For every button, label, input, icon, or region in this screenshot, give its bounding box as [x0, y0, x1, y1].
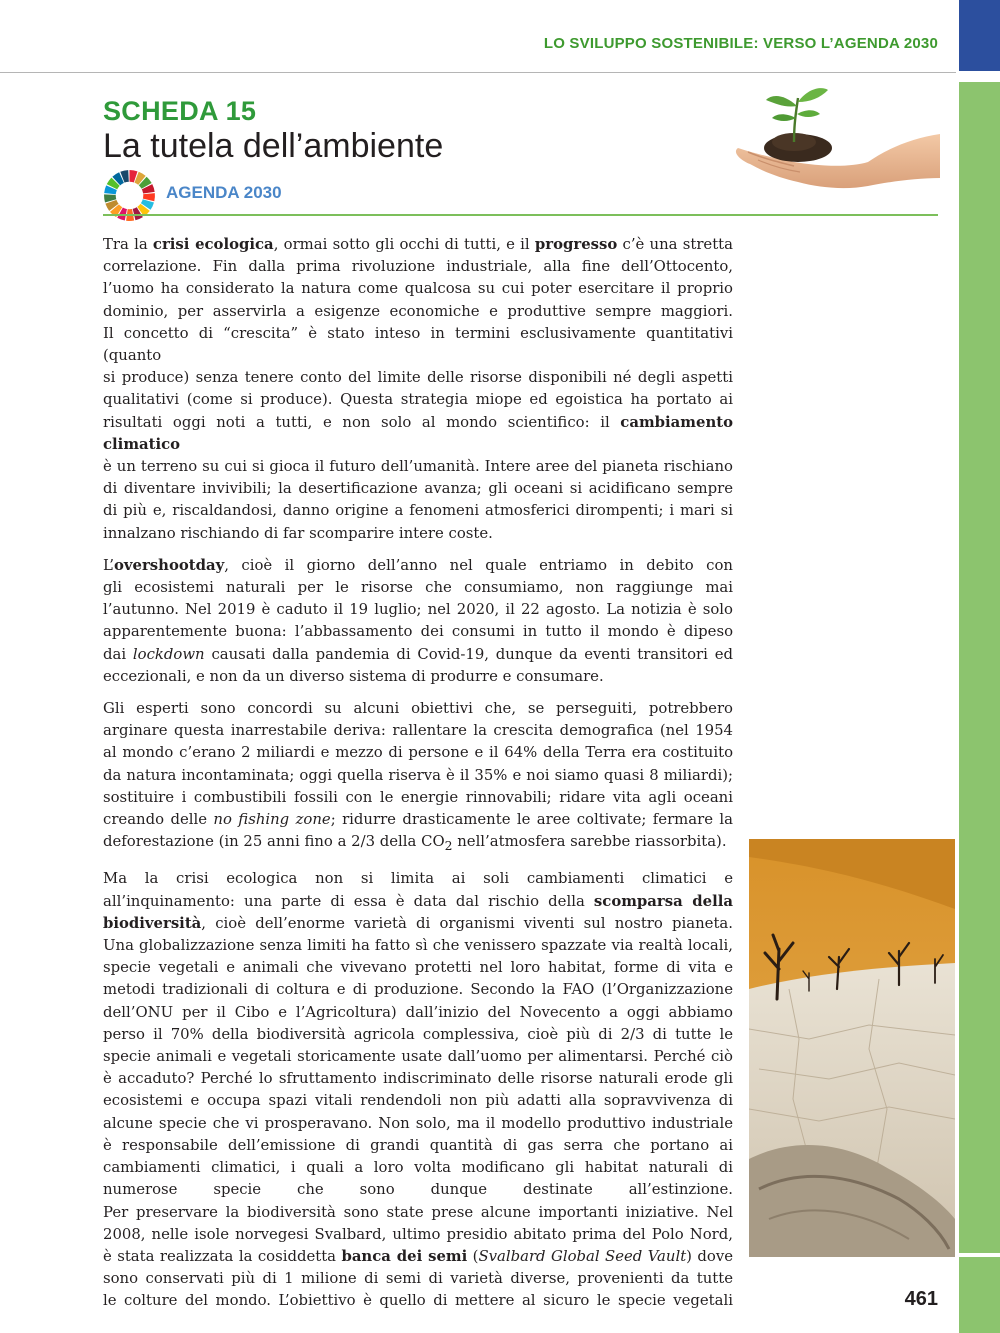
agenda-2030-label: AGENDA 2030: [166, 183, 282, 202]
text-line: risultati oggi noti a tutti, e non solo al mondo scientifico: il cambiamento climatico: [103, 412, 733, 453]
desert-trees-photo: [749, 839, 955, 1257]
text-line: numerose specie che sono dunque destinate all’estinzione.: [103, 1180, 733, 1199]
running-header: LO SVILUPPO SOSTENIBILE: VERSO L’AGENDA 2030: [543, 35, 938, 52]
text-line: deforestazione (in 25 anni fino a 2/3 della $CO_2$ nell’atmosfera sarebbe riassorbita).: [103, 832, 727, 854]
paragraph: [103, 867, 733, 1311]
text-line: Ma la crisi ecologica non si limita ai soli cambiamenti climatici e: [103, 869, 733, 888]
text-line: l’autunno. Nel 2019 è caduto il 19 luglio; nel 2020, il 22 agosto. La notizia è solo: [103, 600, 733, 619]
text-line: l’uomo ha considerato la natura come qualcosa su cui poter esercitare il proprio: [103, 279, 733, 298]
text-line: qualitativi (come si produce). Questa strategia miope ed egoistica ha portato ai: [103, 390, 733, 409]
text-line: apparentemente buona: l’abbassamento dei consumi in tutto il mondo è dipeso: [103, 622, 733, 641]
text-line: dominio, per asservirla a esigenze economiche e produttive sempre maggiori.: [103, 301, 733, 320]
scheda-label: SCHEDA 15: [103, 96, 257, 126]
page-title: La tutela dell’ambiente: [103, 127, 444, 165]
page-number: 461: [904, 1288, 938, 1310]
text-line: sono conservati più di 1 milione di semi di varietà diverse, provenienti da tutte: [103, 1269, 733, 1288]
text-line: è stata realizzata la cosiddetta banca dei semi (Svalbard Global Seed Vault) dove: [103, 1246, 733, 1265]
top-color-band: [959, 0, 1000, 71]
text-line: è accaduto? Perché lo sfruttamento indiscriminato delle risorse naturali erode gli: [103, 1069, 733, 1088]
text-line: correlazione. Fin dalla prima rivoluzione industriale, alla fine dell’Ottocento,: [103, 257, 733, 276]
text-line: gli ecosistemi naturali per le risorse che consumiamo, non raggiunge mai: [103, 578, 733, 597]
text-line: biodiversità, cioè dell’enorme varietà di organismi viventi sul nostro pianeta.: [103, 913, 733, 932]
text-line: specie animali e vegetali storicamente usate dall’uomo per alimentarsi. Perché ciò: [103, 1047, 733, 1066]
text-line: innalzano rischiando di far scomparire intere coste.: [103, 523, 493, 542]
text-line: arginare questa inarrestabile deriva: rallentare la crescita demografica (nel 1954: [103, 721, 733, 740]
article-body: [103, 233, 733, 1312]
text-line: al mondo c’erano 2 miliardi e mezzo di persone e il 64% della Terra era costituito: [103, 743, 733, 762]
text-line: Il concetto di “crescita” è stato inteso in termini esclusivamente quantitativi (quanto: [103, 323, 733, 365]
text-line: eccezionali, e non da un diverso sistema di produrre e consumare.: [103, 666, 604, 685]
text-line: L’overshootday, cioè il giorno dell’anno nel quale entriamo in debito con: [103, 555, 733, 574]
text-line: specie vegetali e animali che vivevano protetti nel loro habitat, forme di vita e: [103, 958, 733, 977]
text-line: si produce) senza tenere conto del limite delle risorse disponibili né degli aspetti: [103, 368, 733, 387]
text-line: alcune specie che vi prosperavano. Non solo, ma il modello produttivo industriale: [103, 1113, 733, 1132]
text-line: Tra la crisi ecologica, ormai sotto gli occhi di tutti, e il progresso c’è una stretta: [103, 235, 733, 253]
text-line: Una globalizzazione senza limiti ha fatto sì che venissero spazzate via realtà locali,: [103, 936, 733, 955]
text-line: creando delle no fishing zone; ridurre drasticamente le aree coltivate; fermare la: [103, 810, 733, 829]
text-line: di diventare invivibili; la desertificazione avanza; gli oceani si acidificano sempre: [103, 479, 733, 498]
paragraph: [103, 554, 733, 687]
text-line: cambiamenti climatici, i quali a loro volta modificano gli habitat naturali di: [103, 1158, 733, 1177]
header-rule: [0, 72, 956, 73]
text-line: Gli esperti sono concordi su alcuni obiettivi che, se perseguiti, potrebbero: [103, 699, 733, 718]
text-line: sostituire i combustibili fossili con le energie rinnovabili; ridare vita agli oceani: [103, 787, 733, 806]
text-line: di più e, riscaldandosi, danno origine a fenomeni atmosferici dirompenti; i mari si: [103, 501, 733, 520]
plant-in-hand-photo: [728, 82, 940, 210]
text-line: all’inquinamento: una parte di essa è data dal rischio della scomparsa della: [103, 891, 733, 910]
side-color-band: [959, 82, 1000, 1333]
text-line: le colture del mondo. L’obiettivo è quello di mettere al sicuro le specie vegetali: [103, 1291, 733, 1310]
text-line: da natura incontaminata; oggi quella riserva è il 35% e noi siamo quasi 8 miliardi);: [103, 765, 733, 784]
paragraph: [103, 697, 733, 857]
text-line: metodi tradizionali di coltura e di produzione. Secondo la FAO (l’Organizzazione: [103, 980, 733, 999]
text-line: perso il 70% della biodiversità agricola complessiva, cioè più di 2/3 di tutte le: [103, 1024, 733, 1043]
side-band-notch: [959, 1253, 1000, 1257]
text-line: 2008, nelle isole norvegesi Svalbard, ultimo presidio abitato prima del Polo Nord,: [103, 1224, 733, 1243]
text-line: Per preservare la biodiversità sono state prese alcune importanti iniziative. Nel: [103, 1202, 733, 1221]
paragraph: [103, 233, 733, 544]
text-line: dai lockdown causati dalla pandemia di Covid-19, dunque da eventi transitori ed: [103, 644, 733, 663]
text-line: è responsabile dell’emissione di grandi quantità di gas serra che portano ai: [103, 1135, 733, 1154]
text-line: dell’ONU per il Cibo e l’Agricoltura) dall’inizio del Novecento a oggi abbiamo: [103, 1002, 733, 1021]
text-line: ecosistemi e occupa spazi vitali rendendoli non più adatti alla sopravvivenza di: [103, 1091, 733, 1110]
title-rule: [103, 214, 938, 216]
text-line: è un terreno su cui si gioca il futuro dell’umanità. Intere aree del pianeta rischiano: [103, 457, 733, 476]
